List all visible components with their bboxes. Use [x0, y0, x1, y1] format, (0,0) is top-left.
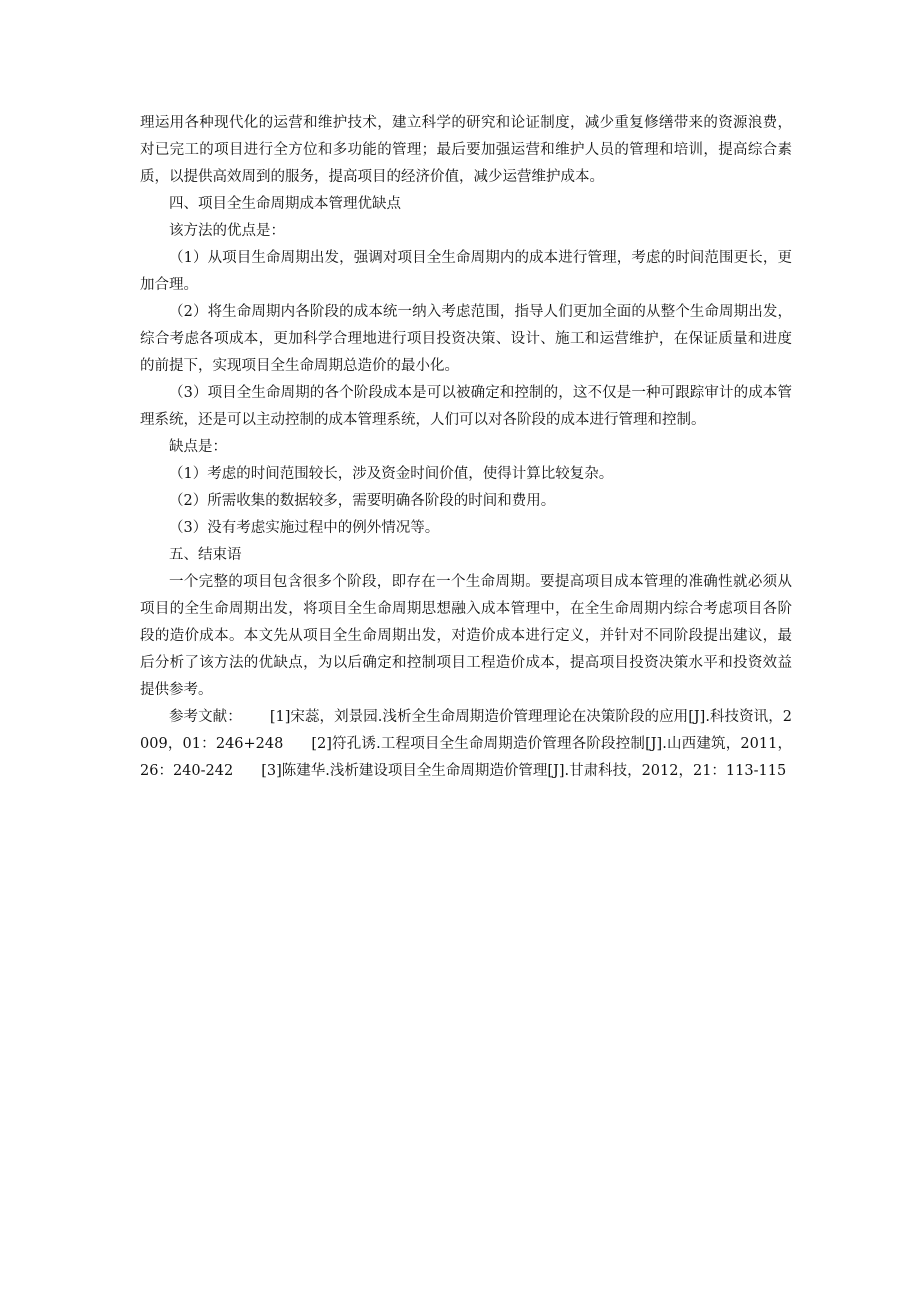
- disadvantage-item-1: （1）考虑的时间范围较长，涉及资金时间价值，使得计算比较复杂。: [169, 466, 614, 482]
- disadvantage-item-2: （2）所需收集的数据较多，需要明确各阶段的时间和费用。: [169, 493, 556, 509]
- disadvantages-intro: 缺点是：: [169, 439, 227, 455]
- references-label: 参考文献：: [169, 709, 242, 725]
- advantage-item-1: （1）从项目生命周期出发，强调对项目全生命周期内的成本进行管理，考虑的时间范围更长，更加合理。: [140, 250, 792, 293]
- conclusion-paragraph: 一个完整的项目包含很多个阶段，即存在一个生命周期。要提高项目成本管理的准确性就必须从项目的全生命周期出发，将项目全生命周期思想融入成本管理中，在全生命周期内综合考虑项目各阶段的造价成本。本文先从项目全生命周期出发，对造价成本进行定义，并针对不同阶段提出建议，最后分析了该方法的优缺点，为以后确定和控制项目工程造价成本，提高项目投资决策水平和投资效益提供参考。: [140, 574, 792, 698]
- advantage-item-2: （2）将生命周期内各阶段的成本统一纳入考虑范围，指导人们更加全面的从整个生命周期出发，综合考虑各项成本，更加科学合理地进行项目投资决策、设计、施工和运营维护，在保证质量和进度的前提下，实现项目全生命周期总造价的最小化。: [140, 304, 792, 374]
- section-heading-4: 四、项目全生命周期成本管理优缺点: [169, 196, 401, 212]
- disadvantage-item-3: （3）没有考虑实施过程中的例外情况等。: [169, 520, 440, 536]
- paragraph-continuation: 理运用各种现代化的运营和维护技术，建立科学的研究和论证制度，减少重复修缮带来的资源浪费，对已完工的项目进行全方位和多功能的管理；最后要加强运营和维护人员的管理和培训，提高综合素质，以提供高效周到的服务，提高项目的经济价值，减少运营维护成本。: [140, 115, 792, 185]
- advantage-item-3: （3）项目全生命周期的各个阶段成本是可以被确定和控制的，这不仅是一种可跟踪审计的成本管理系统，还是可以主动控制的成本管理系统，人们可以对各阶段的成本进行管理和控制。: [140, 385, 792, 428]
- advantages-intro: 该方法的优点是：: [169, 223, 285, 239]
- document-body: [140, 110, 792, 785]
- reference-item-3: [3]陈建华.浅析建设项目全生命周期造价管理[J].甘肃科技，2012，21：113-115: [261, 763, 787, 779]
- section-heading-5: 五、结束语: [169, 547, 242, 563]
- reference-item-1: [1]宋蕊，刘景园.浅析全生命周期造价管理理论在决策阶段的应用[J].科技资讯，2009，01：246+248: [140, 709, 793, 752]
- reference-item-2: [2]符孔诱.工程项目全生命周期造价管理各阶段控制[J].山西建筑，2011，26：240-242: [140, 736, 792, 779]
- references: [140, 704, 792, 785]
